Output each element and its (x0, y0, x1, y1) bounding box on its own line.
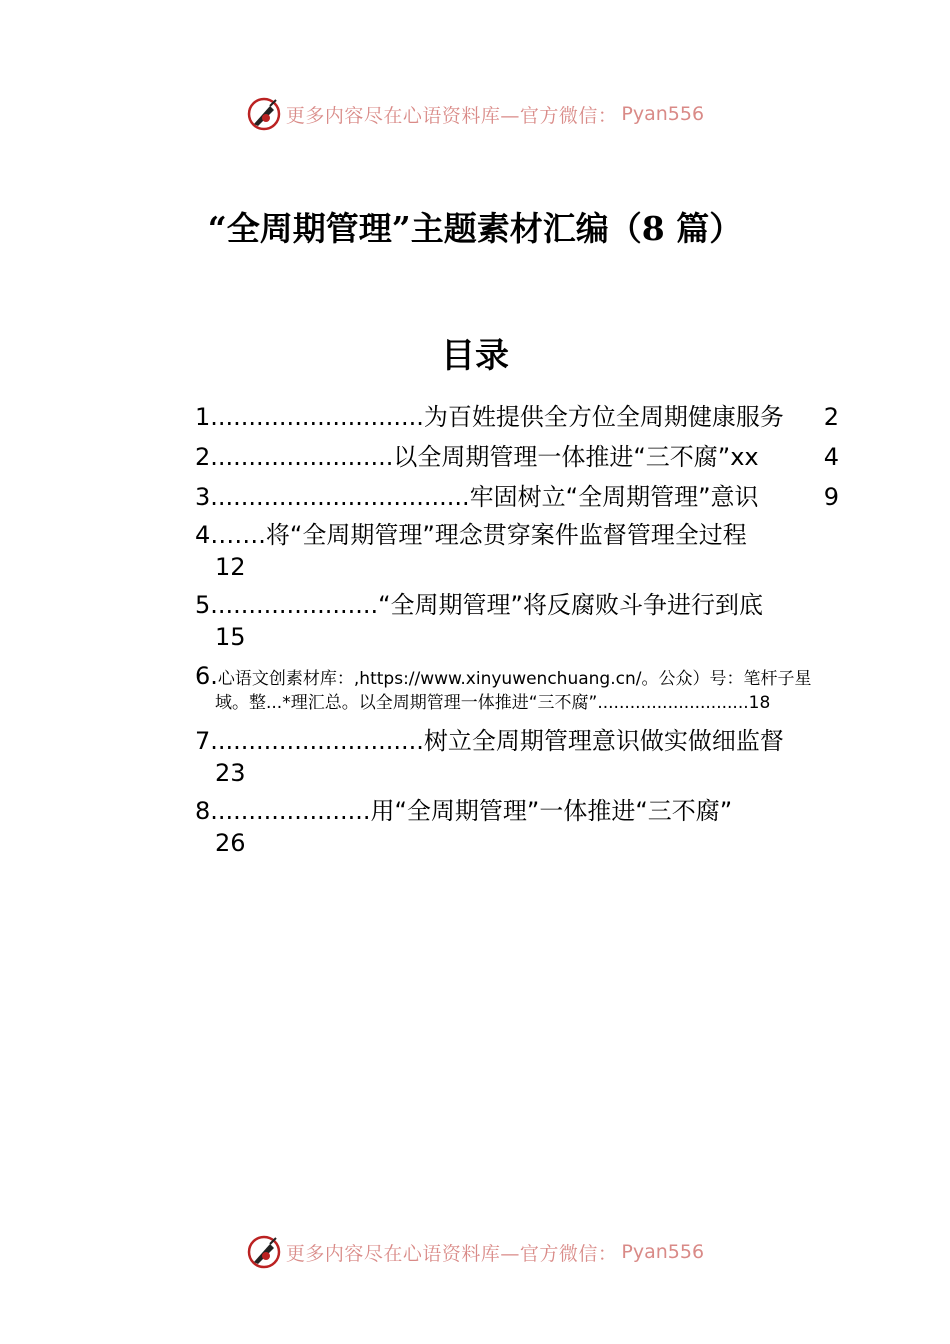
toc-entry-2[interactable] (195, 438, 845, 478)
header-banner (0, 94, 950, 134)
toc-entry-text: 5......................“全周期管理”将反腐败斗争进行到底 (195, 591, 763, 619)
toc-page-number: 4 (823, 443, 839, 471)
toc-entry-text: 心语文创素材库：,https://www.xinyuwenchuang.cn/。公众）号：笔杆子星 (217, 669, 812, 689)
toc-entry-4[interactable] (195, 518, 845, 588)
toc-page-number: 26 (215, 829, 246, 857)
toc-page-number: 12 (215, 553, 246, 581)
toc-entry-text: 8.....................用“全周期管理”一体推进“三不腐” (195, 797, 733, 825)
footer-banner (0, 1232, 950, 1272)
toc-entry-text-continued: 域。整...*理汇总。以全周期管理一体推进“三不腐”............................18 (215, 693, 771, 713)
pen-logo-icon (246, 1234, 282, 1270)
banner-text: 更多内容尽在心语资料库—官方微信： (285, 1242, 618, 1265)
toc-entry-1[interactable] (195, 398, 845, 438)
toc-entry-text: 2........................以全周期管理一体推进“三不腐”xx (195, 443, 759, 471)
toc-entry-3[interactable] (195, 478, 845, 518)
toc-page-number: 2 (823, 403, 839, 431)
toc-entry-7[interactable] (195, 724, 845, 794)
toc-page-number: 9 (823, 483, 839, 511)
toc-entry-text: 3..................................牢固树立“全周期管理”意识 (195, 483, 759, 511)
toc-entry-6[interactable] (195, 664, 845, 718)
toc-entry-8[interactable] (195, 794, 845, 864)
toc-entry-text: 4…….将“全周期管理”理念贯穿案件监督管理全过程 (195, 521, 747, 549)
toc-entry-number: 6. (195, 662, 218, 690)
toc-page-number: 23 (215, 759, 246, 787)
toc-entry-5[interactable] (195, 588, 845, 658)
document-title: “全周期管理”主题素材汇编（8 篇） (207, 209, 743, 248)
toc-entry-text: 7............................树立全周期管理意识做实做细监督 (195, 727, 784, 755)
banner-text: 更多内容尽在心语资料库—官方微信： (285, 104, 618, 127)
wechat-id: Pyan556 (621, 1241, 705, 1263)
pen-logo-icon (246, 96, 282, 132)
table-of-contents (195, 398, 845, 864)
toc-page-number: 15 (215, 623, 246, 651)
wechat-id: Pyan556 (621, 103, 705, 125)
toc-entry-text: 1............................为百姓提供全方位全周期健康服务 (195, 403, 784, 431)
toc-heading: 目录 (441, 336, 509, 376)
